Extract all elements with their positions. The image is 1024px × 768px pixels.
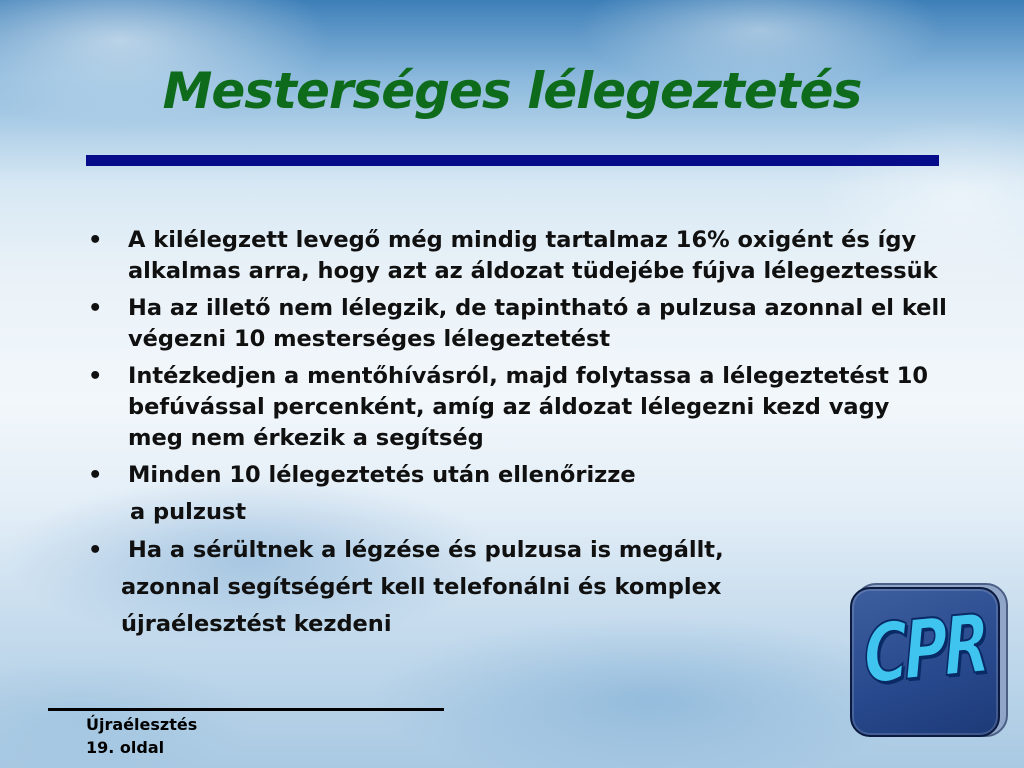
bullet-continuation: azonnal segítségért kell telefonálni és komplex <box>121 574 722 600</box>
bullet-item <box>88 460 948 491</box>
logo-text: CPR <box>861 597 989 703</box>
title-underline <box>86 155 939 166</box>
bullet-marker: • <box>88 295 103 321</box>
bullet-text: Ha a sérültnek a légzése és pulzusa is megállt, <box>128 537 724 563</box>
bullet-text: Intézkedjen a mentőhívásról, majd folytassa a lélegeztetést 10 befúvással percenként, amíg az áldozat lélegezni kezd vagy meg nem érkezik a segítség <box>128 363 929 451</box>
logo-badge <box>850 587 1000 737</box>
footer-divider <box>48 708 444 711</box>
bullet-continuation: a pulzust <box>130 499 247 525</box>
bullet-marker: • <box>88 363 103 389</box>
bullet-item <box>88 535 948 566</box>
bullet-marker: • <box>88 227 103 253</box>
slide-title: Mesterséges lélegeztetés <box>162 62 862 120</box>
cpr-logo <box>848 583 1008 740</box>
bullet-marker: • <box>88 462 103 488</box>
footer <box>86 713 197 759</box>
bullet-text: Ha az illető nem lélegzik, de tapintható a pulzusa azonnal el kell végezni 10 mesterséges lélegeztetést <box>128 295 947 352</box>
bullet-text: A kilélegzett levegő még mindig tartalmaz 16% oxigént és így alkalmas arra, hogy azt az áldozat tüdejébe fújva lélegeztessük <box>128 227 938 284</box>
bullet-text: Minden 10 lélegeztetés után ellenőrizze <box>128 462 636 488</box>
bullet-continuation: újraélesztést kezdeni <box>121 611 392 637</box>
footer-page-number: 19. oldal <box>86 738 165 757</box>
bullet-marker: • <box>88 537 103 563</box>
footer-section-label: Újraélesztés <box>86 715 198 734</box>
bullet-list <box>88 225 948 646</box>
bullet-item <box>88 361 948 454</box>
bullet-item <box>88 293 948 355</box>
bullet-item <box>88 225 948 287</box>
